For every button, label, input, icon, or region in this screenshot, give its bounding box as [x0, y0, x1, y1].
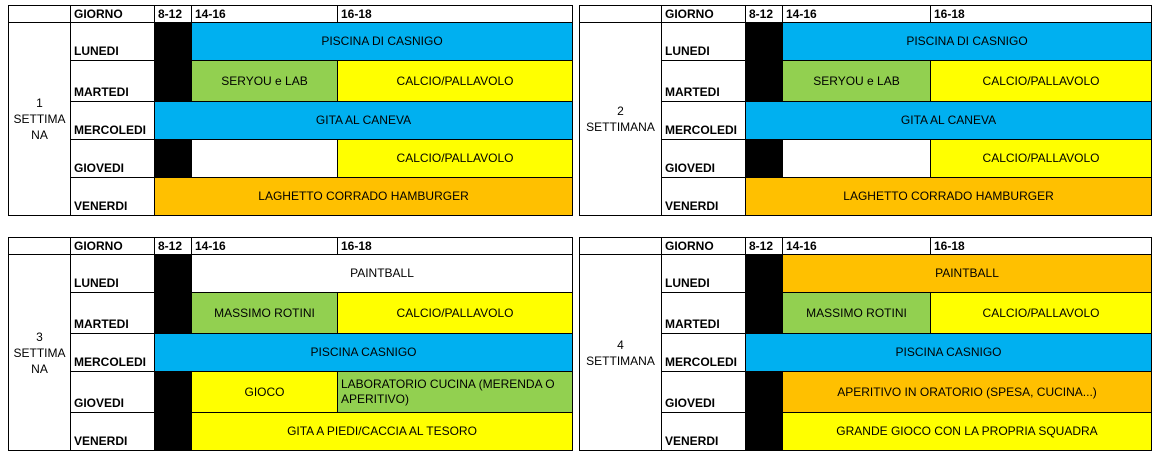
activity-cell: CALCIO/PALLAVOLO — [931, 293, 1152, 334]
activity-cell: GITA AL CANEVA — [155, 102, 573, 140]
header-row — [580, 238, 1152, 255]
day-venerdi: VENERDI — [662, 413, 746, 451]
activity-cell: LABORATORIO CUCINA (MERENDA O APERITIVO) — [338, 372, 573, 413]
morning-slot-blocked — [155, 140, 192, 178]
activity-cell: CALCIO/PALLAVOLO — [931, 61, 1152, 102]
week-4-table — [579, 237, 1152, 451]
activity-cell: GIOCO — [192, 372, 338, 413]
activity-cell: MASSIMO ROTINI — [783, 293, 931, 334]
week-label: 1 SETTIMA NA — [9, 23, 71, 216]
week-number: 3 — [36, 329, 43, 344]
week-label: 3 SETTIMA NA — [9, 255, 71, 451]
activity-cell-empty — [783, 140, 931, 178]
week-1-table — [8, 5, 573, 216]
morning-slot-blocked — [155, 23, 192, 61]
header-row — [9, 6, 573, 23]
day-venerdi: VENERDI — [71, 178, 155, 216]
header-row — [580, 6, 1152, 23]
week-number: 4 — [617, 337, 624, 352]
header-slot-14-16: 14-16 — [192, 238, 338, 255]
day-mercoledi: MERCOLEDI — [71, 334, 155, 372]
day-lunedi: LUNEDI — [662, 255, 746, 293]
activity-cell: GRANDE GIOCO CON LA PROPRIA SQUADRA — [783, 413, 1152, 451]
header-slot-14-16: 14-16 — [783, 6, 931, 23]
header-giorno: GIORNO — [71, 6, 155, 23]
activity-cell: MASSIMO ROTINI — [192, 293, 338, 334]
day-lunedi: LUNEDI — [662, 23, 746, 61]
header-slot-16-18: 16-18 — [931, 6, 1152, 23]
header-giorno: GIORNO — [71, 238, 155, 255]
header-giorno: GIORNO — [662, 6, 746, 23]
header-slot-14-16: 14-16 — [192, 6, 338, 23]
activity-cell: GITA A PIEDI/CACCIA AL TESORO — [192, 413, 573, 451]
day-lunedi: LUNEDI — [71, 23, 155, 61]
day-martedi: MARTEDI — [71, 61, 155, 102]
activity-cell: PISCINA CASNIGO — [746, 334, 1152, 372]
activity-cell: CALCIO/PALLAVOLO — [931, 140, 1152, 178]
header-slot-8-12: 8-12 — [746, 238, 783, 255]
header-slot-8-12: 8-12 — [155, 238, 192, 255]
morning-slot-blocked — [746, 372, 783, 451]
activity-cell: PAINTBALL — [192, 255, 573, 293]
activity-cell: LAGHETTO CORRADO HAMBURGER — [746, 178, 1152, 216]
activity-cell: APERITIVO IN ORATORIO (SPESA, CUCINA...) — [783, 372, 1152, 413]
week-3-table — [8, 237, 573, 451]
day-martedi: MARTEDI — [71, 293, 155, 334]
header-slot-16-18: 16-18 — [338, 6, 573, 23]
activity-cell: SERYOU e LAB — [783, 61, 931, 102]
morning-slot-blocked — [746, 61, 783, 102]
day-martedi: MARTEDI — [662, 61, 746, 102]
morning-slot-blocked — [746, 255, 783, 334]
activity-cell: PAINTBALL — [783, 255, 1152, 293]
header-slot-16-18: 16-18 — [338, 238, 573, 255]
day-venerdi: VENERDI — [662, 178, 746, 216]
activity-cell: SERYOU e LAB — [192, 61, 338, 102]
activity-cell: PISCINA DI CASNIGO — [192, 23, 573, 61]
day-mercoledi: MERCOLEDI — [662, 102, 746, 140]
morning-slot-blocked — [155, 372, 192, 451]
morning-slot-blocked — [155, 255, 192, 334]
day-martedi: MARTEDI — [662, 293, 746, 334]
week-number: 1 — [36, 96, 43, 110]
day-venerdi: VENERDI — [71, 413, 155, 451]
week-number: 2 — [617, 104, 624, 118]
activity-cell: LAGHETTO CORRADO HAMBURGER — [155, 178, 573, 216]
header-row — [9, 238, 573, 255]
activity-cell-empty — [192, 140, 338, 178]
header-slot-14-16: 14-16 — [783, 238, 931, 255]
day-giovedi: GIOVEDI — [662, 372, 746, 413]
day-lunedi: LUNEDI — [71, 255, 155, 293]
morning-slot-blocked — [746, 140, 783, 178]
activity-cell: CALCIO/PALLAVOLO — [338, 293, 573, 334]
header-slot-16-18: 16-18 — [931, 238, 1152, 255]
week-label: 2 SETTIMANA — [580, 23, 662, 216]
day-giovedi: GIOVEDI — [71, 140, 155, 178]
week-2-table — [579, 5, 1152, 216]
activity-cell: CALCIO/PALLAVOLO — [338, 140, 573, 178]
morning-slot-blocked — [155, 61, 192, 102]
day-mercoledi: MERCOLEDI — [71, 102, 155, 140]
header-giorno: GIORNO — [662, 238, 746, 255]
header-slot-8-12: 8-12 — [746, 6, 783, 23]
week-label: 4 SETTIMANA — [580, 255, 662, 451]
header-slot-8-12: 8-12 — [155, 6, 192, 23]
activity-cell: PISCINA DI CASNIGO — [783, 23, 1152, 61]
morning-slot-blocked — [746, 23, 783, 61]
activity-cell: PISCINA CASNIGO — [155, 334, 573, 372]
day-giovedi: GIOVEDI — [71, 372, 155, 413]
day-giovedi: GIOVEDI — [662, 140, 746, 178]
activity-cell: CALCIO/PALLAVOLO — [338, 61, 573, 102]
day-mercoledi: MERCOLEDI — [662, 334, 746, 372]
activity-cell: GITA AL CANEVA — [746, 102, 1152, 140]
